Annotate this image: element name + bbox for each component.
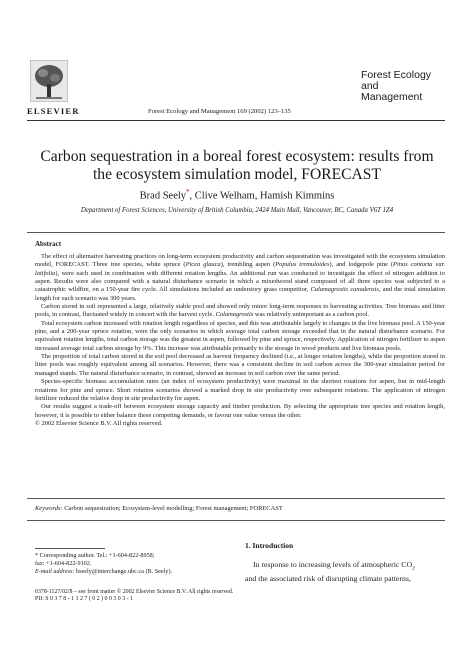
publisher-name: ELSEVIER [27, 106, 80, 116]
journal-title-line-2: and [361, 80, 379, 92]
abstract-body [35, 253, 445, 428]
corresponding-author-link[interactable]: * [186, 188, 190, 196]
journal-citation: Forest Ecology and Management 169 (2002) 123–135 [148, 108, 291, 115]
front-matter-copyright [35, 589, 295, 604]
corresponding-footnote [35, 552, 235, 575]
abstract-paragraph-6: Our results suggest a trade-off between ecosystem storage capacity and timber production. By selecting the appropriate tree species and rotation length, however, it is possible to either balance these competing demands, or favour one value versus the other. © 2002 Elsevier Science B.V. All rights reserved. [35, 403, 445, 427]
introduction-heading: 1. Introduction [245, 541, 294, 550]
abstract-paragraph-2: Carbon stored in soil represented a large, relatively stable pool and showed only minor long-term responses to harvesting activities. Tree biomass and litter pools, in contrast, fluctuated widely in concert with the harvest cycle. Calamagrostis was relatively unimportant as a carbon pool. [35, 303, 445, 319]
journal-title-line-1: Forest Ecology [361, 69, 432, 81]
issn-line: 0378-1127/02/$ – see front matter © 2002 Elsevier Science B.V. All rights reserved. [35, 589, 234, 595]
author-seely: Brad Seely [139, 190, 187, 202]
keywords-label: Keywords: [35, 505, 63, 512]
author-others: , Clive Welham, Hamish Kimmins [189, 190, 335, 202]
footnote-line-2: fax: +1-604-822-9102. [35, 559, 92, 567]
article-title [27, 148, 447, 184]
pii-line: PII: S 0 3 7 8 - 1 1 2 7 ( 0 2 ) 0 0 3 0 3 - 1 [35, 596, 134, 603]
affiliation: Department of Forest Sciences, University of British Columbia, 2424 Main Mall, Vancouver, BC, Canada V6T 1Z4 [80, 207, 394, 214]
abstract-paragraph-1: The effect of alternative harvesting practices on long-term ecosystem productivity and carbon sequestration was investigated with the ecosystem simulation model, FORECAST. Three tree species, white spruce (Picea glauca), trembling aspen (Populus tremuloides), and lodgepole pine (Pinus contorta var. latifolia), were each used in combination with different rotation lengths. An additional run was conducted to investigate the effect of nitrogen addition to aspen. Results were also compared with a natural disturbance scenario in which a mixedwood stand composed of all three species was subjected to a catastrophic wildfire, on a 150-year fire cycle. All simulations included an understory grass competitor, Calamagrostis canadensis, and the total simulation length for each scenario was 300 years. [35, 253, 445, 302]
abstract-bottom-rule [27, 498, 445, 499]
abstract-paragraph-4: The proportion of total carbon stored in the soil pool decreased as harvest frequency declined (i.e., at longer rotation lengths), while the proportion stored in litter pools was roughly equivalent among all scenarios. However, there was a consistent decline in soil carbon across the 300-year simulation period for managed stands. The natural disturbance scenario, in contrast, showed an increase in soil carbon over the same period. [35, 353, 445, 377]
abstract-paragraph-5: Species-specific biomass accumulation rates (an index of ecosystem productivity) were maximal in the shortest rotations for aspen, but in mid-length rotations for pine and spruce. Short rotation scenarios showed a marked drop in site productivity over subsequent rotations. The application of nitrogen fertilizer reduced the relative drop in site productivity for aspen. [35, 378, 445, 402]
abstract-top-rule [27, 232, 445, 233]
journal-title-block [361, 70, 431, 103]
email-link[interactable]: bseely@interchange.ubc.ca (B. Seely). [74, 567, 173, 575]
author-list [27, 188, 447, 202]
journal-title-line-3: Management [361, 91, 423, 103]
keywords-text: Carbon sequestration; Ecosystem-level modelling; Forest management; FORECAST [64, 505, 283, 512]
header-divider [27, 120, 445, 121]
footnote-email: E-mail address: bseely@interchange.ubc.ca (B. Seely). [35, 567, 173, 575]
title-line-1: Carbon sequestration in a boreal forest ecosystem: results from [40, 148, 434, 165]
keywords-bottom-rule [27, 520, 445, 521]
abstract-paragraph-3: Total ecosystem carbon increased with rotation length regardless of species, and this was attributable largely to changes in the live biomass pool. A 150-year pine, and a 200-year spruce rotation, were the only scenarios in which average total carbon storage exceeded that in the natural disturbance scenario. For equivalent rotation lengths, total carbon storage was the greatest in aspen, followed by pine and spruce, respectively. Application of nitrogen fertilizer to aspen increased average total carbon storage by 9%. This increase was attributable primarily to the storage in wood products and live biomass pools. [35, 319, 445, 352]
keywords [35, 505, 445, 512]
abstract-heading: Abstract [35, 240, 62, 248]
title-line-2: the ecosystem simulation model, FORECAST [92, 166, 382, 183]
introduction-text: In response to increasing levels of atmospheric $CO_2$ and the associated risk of disrupting climate patterns, [245, 560, 415, 584]
abstract-copyright: © 2002 Elsevier Science B.V. All rights reserved. [35, 419, 163, 427]
elsevier-tree-logo [30, 60, 68, 102]
footnote-rule [35, 548, 105, 549]
footnote-line-1: * Corresponding author. Tel.: +1-604-822-8958; [35, 552, 155, 559]
